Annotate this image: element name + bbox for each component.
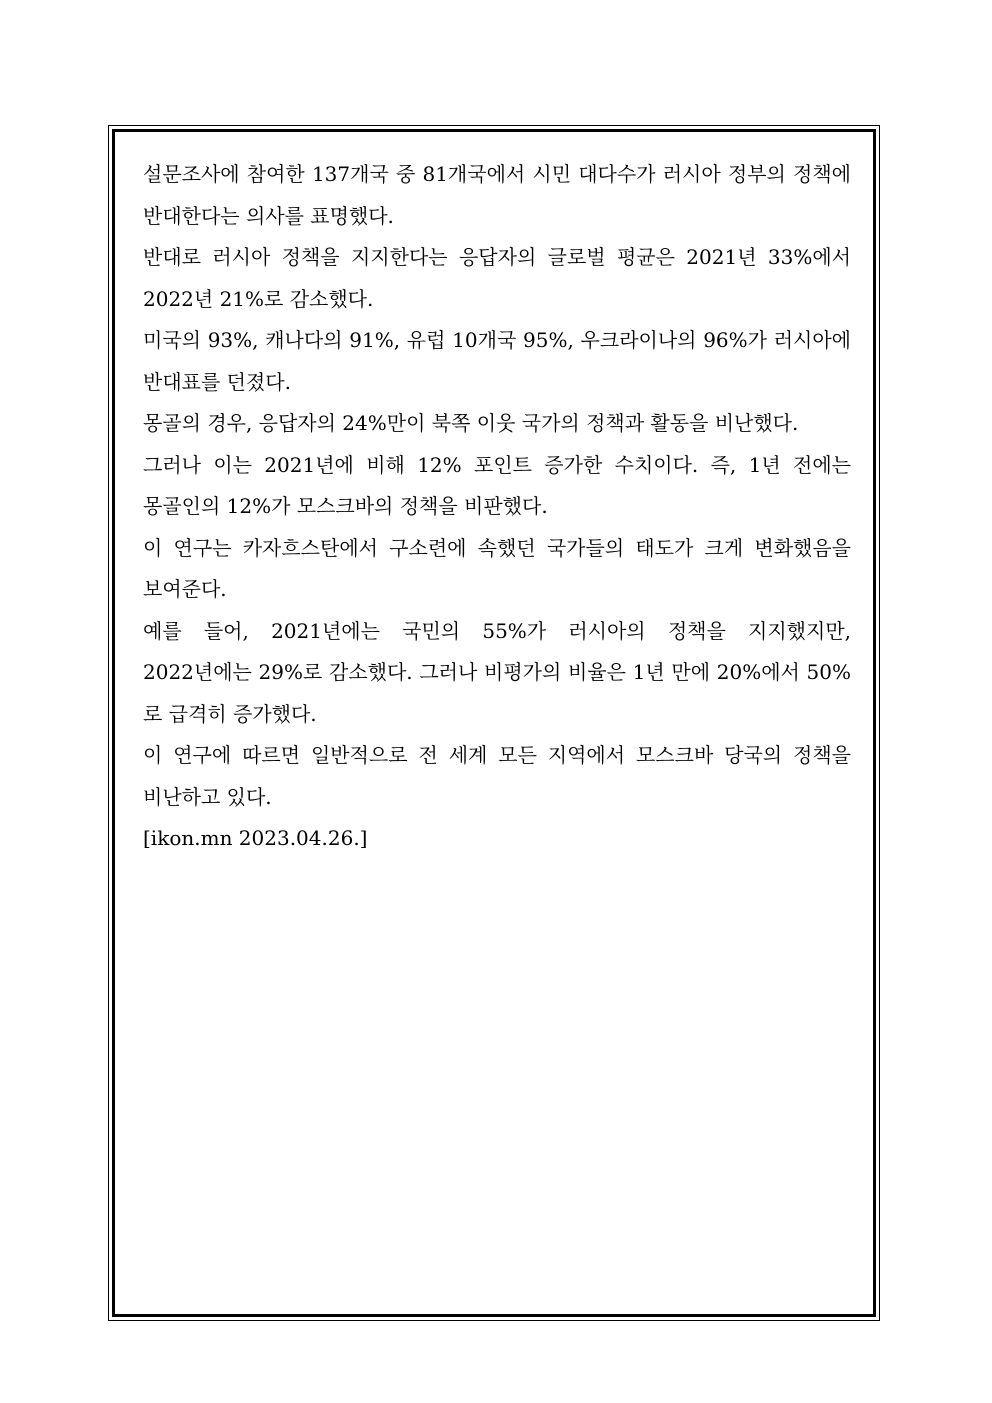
article-body — [143, 154, 851, 860]
paragraph-7: 예를 들어, 2021년에는 국민의 55%가 러시아의 정책을 지지했지만, 2022년에는 29%로 감소했다. 그러나 비평가의 비율은 1년 만에 20%에서 50%로 급격히 증가했다. — [143, 618, 851, 726]
source-citation: [ikon.mn 2023.04.26.] — [143, 826, 368, 850]
paragraph-8: 이 연구에 따르면 일반적으로 전 세계 모든 지역에서 모스크바 당국의 정책을 비난하고 있다. — [143, 743, 851, 809]
paragraph-1: 설문조사에 참여한 137개국 중 81개국에서 시민 대다수가 러시아 정부의 정책에 반대한다는 의사를 표명했다. — [143, 162, 851, 228]
paragraph-4: 몽골의 경우, 응답자의 24%만이 북쪽 이웃 국가의 정책과 활동을 비난했다. — [143, 411, 799, 435]
paragraph-3: 미국의 93%, 캐나다의 91%, 유럽 10개국 95%, 우크라이나의 96%가 러시아에 반대표를 던졌다. — [143, 328, 851, 394]
paragraph-2: 반대로 러시아 정책을 지지한다는 응답자의 글로벌 평균은 2021년 33%에서 2022년 21%로 감소했다. — [143, 245, 851, 311]
paragraph-5: 그러나 이는 2021년에 비해 12% 포인트 증가한 수치이다. 즉, 1년 전에는 몽골인의 12%가 모스크바의 정책을 비판했다. — [143, 452, 851, 518]
paragraph-6: 이 연구는 카자흐스탄에서 구소련에 속했던 국가들의 태도가 크게 변화했음을 보여준다. — [143, 535, 851, 601]
